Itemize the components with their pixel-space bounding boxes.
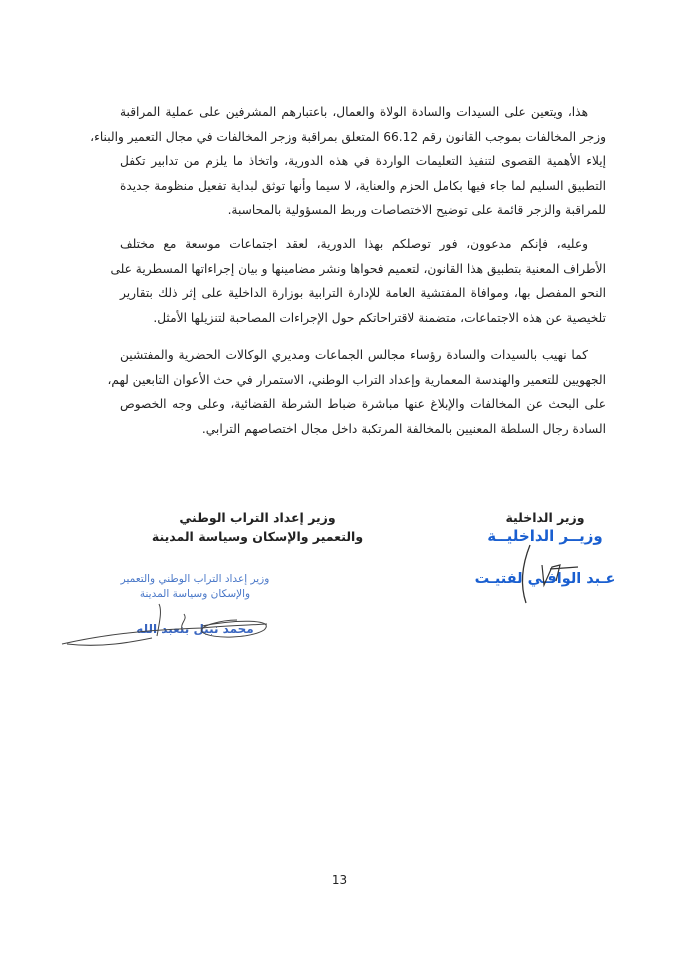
page-number: 13 bbox=[331, 873, 348, 887]
handwritten-signature-interior bbox=[500, 545, 580, 605]
stamp-line1: وزير إعداد التراب الوطني والتعمير bbox=[120, 573, 270, 585]
paragraph-meetings bbox=[110, 232, 606, 330]
text-line: الأطراف المعنية بتطبيق هذا القانون، لتعميم فحواها ونشر مضامينها و بيان إجراءاتها المسطرية على bbox=[110, 261, 606, 276]
text-line: على البحث عن المخالفات والإبلاغ عنها مباشرة ضباط الشرطة القضائية، وعلى وجه الخصوص bbox=[120, 397, 606, 411]
stamp-name: عـبد الوافـي لفتيـت bbox=[474, 571, 616, 587]
text-line: تلخيصية عن هذه الاجتماعات، متضمنة لاقتراحاتكم حول الإجراءات المصاحبة لتنزيلها الأمثل. bbox=[153, 310, 606, 325]
signatory-title-line1: وزير إعداد التراب الوطني bbox=[179, 510, 336, 525]
text-line: التطبيق السليم لما جاء فيها بكامل الحزم والعناية، لا سيما وأنها توثق لبداية تفعيل منظومة جديدة bbox=[120, 178, 606, 193]
text-line: كما نهيب بالسيدات والسادة رؤساء مجالس الجماعات ومديري الوكالات الحضرية والمفتشين bbox=[120, 348, 588, 362]
stamp-name: محمد نبيل بنعبد الله bbox=[136, 622, 254, 636]
signatory-title: وزير الداخلية bbox=[505, 510, 585, 525]
text-line: إيلاء الأهمية القصوى لتنفيذ التعليمات الواردة في هذه الدورية، واتخاذ ما يلزم من تدابير تكفل bbox=[120, 154, 606, 168]
text-line: النحو المفصل بها، وموافاة المفتشية العامة للإدارة الترابية بوزارة الداخلية على إثر ذلك بتقارير bbox=[120, 286, 606, 300]
text-line: للمراقبة والزجر قائمة على توضيح الاختصاصات وربط المسؤولية بالمحاسبة. bbox=[227, 203, 606, 217]
stamp-title: وزيــر الداخليــة bbox=[487, 527, 603, 545]
paragraph-appeal bbox=[107, 343, 606, 441]
text-line: وعليه، فإنكم مدعوون، فور توصلكم بهذا الدورية، لعقد اجتماعات موسعة مع مختلف bbox=[120, 237, 588, 251]
stamp-line2: والإسكان وسياسة المدينة bbox=[139, 588, 251, 600]
handwritten-signature-housing bbox=[62, 600, 272, 650]
signature-housing-minister bbox=[150, 508, 365, 546]
text-line: هذا، ويتعين على السيدات والسادة الولاة والعمال، باعتبارهم المشرفين على عملية المراقبة bbox=[120, 105, 588, 119]
paragraph-supervision bbox=[90, 100, 606, 223]
text-line: السادة رجال السلطة المعنيين بالمخالفة المرتكبة داخل مجال اختصاصهم الترابي. bbox=[201, 421, 606, 436]
signatory-title-line2: والتعمير والإسكان وسياسة المدينة bbox=[151, 529, 364, 544]
text-line: الجهويين للتعمير والهندسة المعمارية وإعداد التراب الوطني، الاستمرار في حث الأعوان التابعين لهم، bbox=[107, 372, 606, 387]
text-line: وزجر المخالفات بموجب القانون رقم 66.12 المتعلق بمراقبة وزجر المخالفات في مجال التعمير والبناء، bbox=[90, 129, 606, 144]
